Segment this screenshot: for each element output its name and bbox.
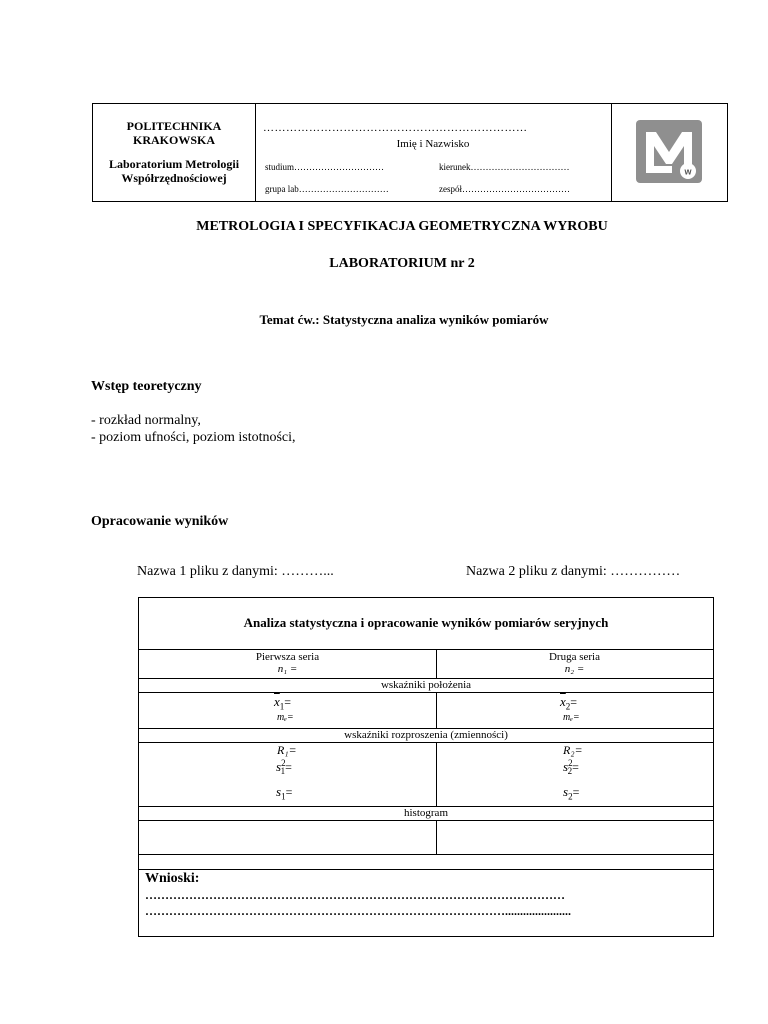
results-table [138,597,714,937]
header-box [92,103,728,202]
student-info-cell [255,104,612,201]
lmw-logo-icon [636,120,702,183]
name-field[interactable]: …………………………………………………………… [263,122,528,134]
median2: mₑ= [563,712,580,723]
intro-item: - rozkład normalny, [91,413,201,428]
section-position: wskaźniki położenia [380,679,472,691]
section-dispersion: wskaźniki rozproszenia (zmienności) [344,729,508,741]
svg-text:w: w [684,166,692,177]
mean1: $\overline{x}_1=$ [274,694,292,712]
zespol-field[interactable]: zespół……………………………… [439,184,570,194]
lab-name: Laboratorium Metrologii Współrzędnościowej [108,157,240,185]
topic: Temat ćw.: Statystyczna analiza wyników pomiarów [259,312,549,327]
conclusions-line[interactable]: ………………………………………………………………………………...................... [145,904,571,918]
file2-field[interactable]: Nazwa 2 pliku z danymi: …………… [466,564,681,579]
table-title: Analiza statystyczna i opracowanie wyników pomiarów seryjnych [243,615,609,630]
logo-cell [612,104,727,201]
variance1: $s^2_1=$ [276,758,292,777]
institution-cell [93,104,256,201]
median1: mₑ= [277,712,294,723]
conclusions-line[interactable]: …………………………………………………………………………………………… [145,888,565,902]
university-name: POLITECHNIKA KRAKOWSKA [126,119,222,147]
intro-list [91,412,296,446]
conclusions-label: Wnioski: [145,871,200,886]
file1-field[interactable]: Nazwa 1 pliku z danymi: ………... [137,564,334,579]
col2-header: Druga seria n₂ = [548,651,600,675]
intro-heading: Wstęp teoretyczny [91,379,202,394]
intro-item: - poziom ufności, poziom istotności, [91,430,296,445]
section-histogram: histogram [404,807,448,819]
stddev1: $s_1=$ [276,784,293,802]
variance2: $s^2_2=$ [563,758,579,777]
range2: R₂= [563,743,583,757]
col1-header: Pierwsza seria n₁ = [255,651,320,675]
mean2: $\overline{x}_2=$ [560,694,578,712]
stddev2: $s_2=$ [563,784,580,802]
course-title: METROLOGIA I SPECYFIKACJA GEOMETRYCZNA WYROBU [196,219,608,234]
results-heading: Opracowanie wyników [91,514,229,529]
studium-field[interactable]: studium………………………… [265,162,385,172]
kierunek-field[interactable]: kierunek…………………………… [439,162,570,172]
lab-number: LABORATORIUM nr 2 [329,256,475,271]
grupa-field[interactable]: grupa lab………………………… [265,184,389,194]
name-label: Imię i Nazwisko [396,138,470,150]
range1: R₁= [277,743,297,757]
